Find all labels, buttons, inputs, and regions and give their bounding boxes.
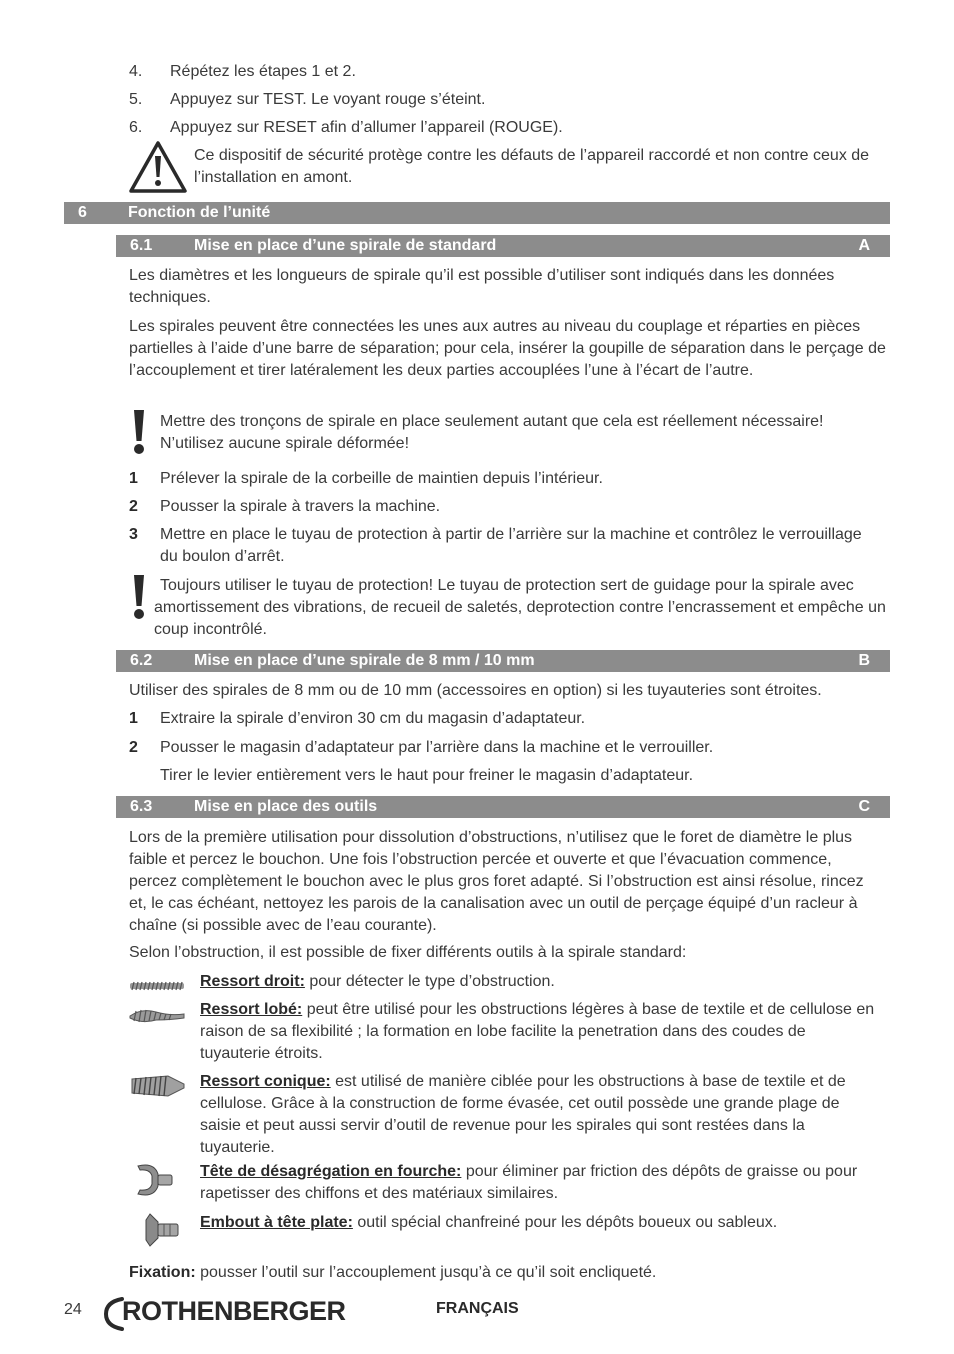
tool-name: Ressort conique: (200, 1073, 331, 1090)
step-number: 1 (129, 470, 138, 487)
paragraph: Utiliser des spirales de 8 mm ou de 10 mm (accessoires en option) si les tuyauteries sont étroites. (129, 682, 822, 699)
subsection-header (116, 796, 890, 818)
subsection-title: Mise en place des outils (194, 798, 378, 815)
step-text: Appuyez sur TEST. Le voyant rouge s’éteint. (170, 91, 486, 108)
tool-desc: outil spécial chanfreiné pour les dépôts boueux ou sableux. (352, 1214, 778, 1231)
tool-name: Tête de désagrégation en fourche: (200, 1163, 462, 1180)
step-number: 4. (129, 63, 143, 80)
paragraph: Les spirales peuvent être connectées les unes aux autres au niveau du couplage et réparties en pièces partielles à l’aide d’une barre de séparation; pour cela, insérer la goupille de séparation dans le perçage de l’accouplement et tirer latéralement les deux parties accouplées l’une à l’écart de l’autre. (129, 318, 886, 379)
step-number: 2 (129, 498, 138, 515)
fixation-text: pousser l’outil sur l’accouplement jusqu’à ce qu’il soit encliqueté. (195, 1264, 657, 1281)
flat-head-icon (128, 1210, 188, 1250)
tool-name: Ressort droit: (200, 973, 305, 990)
figure-letter: A (858, 237, 870, 254)
paragraph: Lors de la première utilisation pour dissolution d’obstructions, n’utilisez que le foret de diamètre le plus faible et percez le bouchon. Une fois l’obstruction percée et ouverte et que l’évacuation commence, percez complètement le bouchon avec le plus gros foret adapté. Si l’obstruction est ainsi résolue, rincez et, le cas échéant, nettoyez les parois de la canalisation avec un outil de perçage équipé d’un racleur à chaîne (si possible avec de l’eau courante). (129, 829, 864, 934)
step-number: 6. (129, 119, 143, 136)
straight-spring-icon (128, 978, 188, 994)
tool-desc: pour détecter le type d’obstruction. (304, 973, 555, 990)
subsection-number: 6.3 (130, 798, 153, 815)
figure-letter: B (858, 652, 870, 669)
step-text: Mettre en place le tuyau de protection à partir de l’arrière sur la machine et contrôlez le verrouillage du boulon d’arrêt. (160, 526, 862, 565)
step-number: 3 (129, 526, 138, 543)
language-label: FRANÇAIS (436, 1300, 519, 1317)
tool-name: Ressort lobé: (200, 1001, 303, 1018)
paragraph: Les diamètres et les longueurs de spirale qu’il est possible d’utiliser sont indiqués dans les données techniques. (129, 267, 835, 306)
tool-desc: est utilisé de manière ciblée pour les obstructions à base de textile et de cellulose. Grâce à la construction de forme évasée, cet outil possède une grande plage de saisie et peut aussi servir d’outil de revenue pour les spirales qui sont restées dans la tuyauterie. (200, 1073, 846, 1156)
step-text: Pousser la spirale à travers la machine. (160, 498, 441, 515)
tool-description (200, 999, 875, 1065)
step-number: 2 (129, 739, 138, 756)
subsection-header (116, 235, 890, 257)
paragraph: Selon l’obstruction, il est possible de fixer différents outils à la spirale standard: (129, 944, 687, 961)
subsection-number: 6.1 (130, 237, 153, 254)
fork-head-icon (128, 1160, 188, 1200)
step-text: Prélever la spirale de la corbeille de maintien depuis l’intérieur. (160, 470, 603, 487)
fixation-note (129, 1262, 891, 1284)
step-text: Pousser le magasin d’adaptateur par l’arrière dans la machine et le verrouiller. (160, 739, 714, 756)
subsection-number: 6.2 (130, 652, 153, 669)
subsection-title: Mise en place d’une spirale de 8 mm / 10 mm (194, 652, 535, 669)
tool-description (200, 1212, 890, 1234)
tool-description (200, 1161, 890, 1205)
note-text: Mettre des tronçons de spirale en place seulement autant que cela est réellement nécessaire! N’utilisez aucune spirale déformée! (160, 413, 824, 452)
step-text: Appuyez sur RESET afin d’allumer l’appareil (ROUGE). (170, 119, 563, 136)
brand-logo-swoosh-icon (102, 1296, 124, 1332)
subsection-header (116, 650, 890, 672)
step-text: Répétez les étapes 1 et 2. (170, 63, 356, 80)
step-text: Tirer le levier entièrement vers le haut pour freiner le magasin d’adaptateur. (160, 767, 694, 784)
tool-description (200, 971, 890, 993)
section-number: 6 (78, 204, 87, 221)
section-header (64, 202, 890, 224)
step-text: Extraire la spirale d’environ 30 cm du magasin d’adaptateur. (160, 710, 586, 727)
tool-desc: pour éliminer par friction des dépôts de graisse ou pour rapetisser des chiffons et des matériaux similaires. (200, 1163, 858, 1202)
warning-triangle-icon (128, 140, 188, 194)
exclamation-icon (131, 410, 147, 456)
tool-desc: peut être utilisé pour les obstructions légères à base de textile et de cellulose en raison de sa flexibilité ; la formation en lobe facilite la penetration dans des coudes de tuyauterie étroits. (200, 1001, 875, 1062)
warning-text: Ce dispositif de sécurité protège contre les défauts de l’appareil raccordé et non contre ceux de l’installation en amont. (194, 147, 870, 186)
step-number: 1 (129, 710, 138, 727)
fixation-label: Fixation: (129, 1264, 196, 1281)
brand-logo: ROTHENBERGER (122, 1296, 346, 1326)
note-text: Toujours utiliser le tuyau de protection! Le tuyau de protection sert de guidage pour la spirale avec amortissement des vibrations, de recueil de saletés, deprotection contre l’encrassement et empêche un coup incontrôlé. (154, 577, 886, 638)
subsection-title: Mise en place d’une spirale de standard (194, 237, 497, 254)
exclamation-icon (131, 575, 147, 621)
step-number: 5. (129, 91, 143, 108)
tool-description (200, 1071, 870, 1159)
section-title: Fonction de l’unité (128, 204, 271, 221)
conical-spring-icon (128, 1073, 188, 1099)
page-number: 24 (64, 1301, 82, 1318)
tool-name: Embout à tête plate: (200, 1214, 353, 1231)
figure-letter: C (858, 798, 870, 815)
lobed-spring-icon (128, 1006, 188, 1026)
